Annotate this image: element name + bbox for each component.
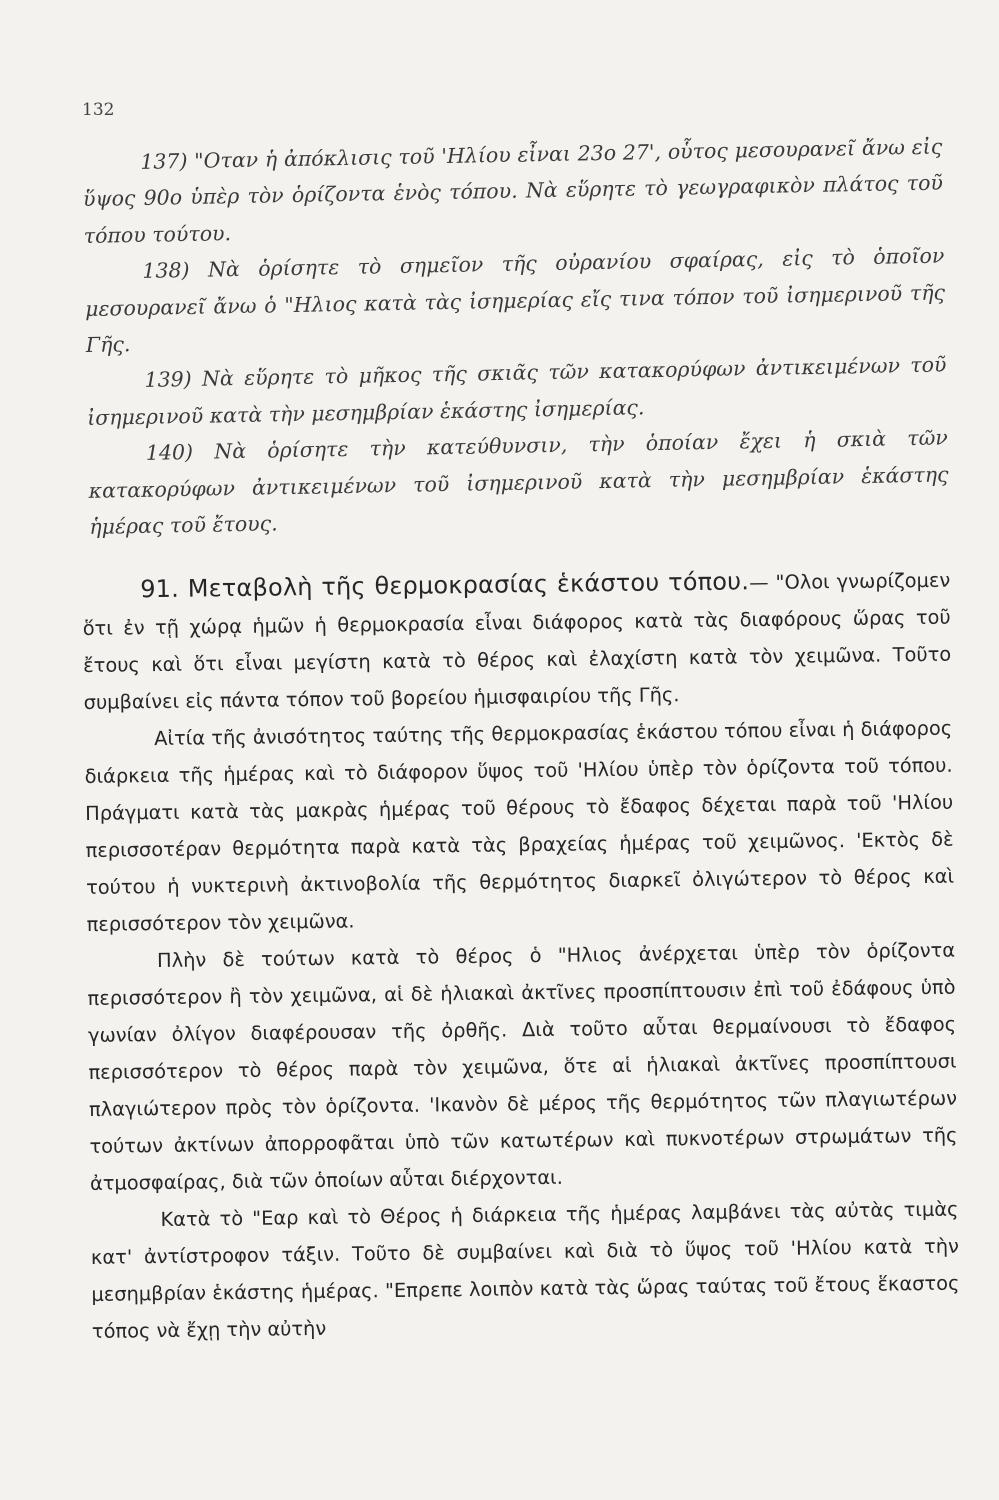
section-intro-text: — "Ολοι γνωρίζομεν ὅτι ἐν τῇ χώρᾳ ἡμῶν ἡ θερμοκρασία εἶναι διάφορος κατὰ τὰς διαφόρους ὥρας τοῦ ἔτους καὶ ὅτι εἶναι μεγίστη κατὰ τὸ θέρος καὶ ἐλαχίστη κατὰ τὸν χειμῶνα. Τοῦτο συμβαίνει εἰς πάντα τόπον τοῦ βορείου ἡμισφαιρίου τῆς Γῆς.	[82, 568, 952, 714]
section-title: 91. Μεταβολὴ τῆς θερμοκρασίας ἑκάστου τόπου.	[140, 567, 750, 604]
body-paragraph: Κατὰ τὸ "Εαρ καὶ τὸ Θέρος ἡ διάρκεια τῆς ἡμέρας λαμβάνει τὰς αὐτὰς τιμὰς κατ' ἀντίστροφον τάξιν. Τοῦτο δὲ συμβαίνει καὶ διὰ τὸ ὕψος τοῦ 'Ηλίου κατὰ τὴν μεσημβρίαν ἑκάστης ἡμέρας. "Επρεπε λοιπὸν κατὰ τὰς ὥρας ταύτας τοῦ ἔτους ἕκαστος τόπος νὰ ἔχῃ τὴν αὐτὴν	[90, 1197, 960, 1343]
section-91	[82, 561, 960, 1350]
exercise-140: 140) Νὰ ὁρίσητε τὴν κατεύθυνσιν, τὴν ὁποίαν ἔχει ἡ σκιὰ τῶν κατακορύφων ἀντικειμένων τοῦ ἰσημερινοῦ κατὰ τὴν μεσημβρίαν ἑκάστης ἡμέρας τοῦ ἔτους.	[88, 425, 949, 539]
section-intro-paragraph	[82, 561, 952, 721]
exercise-list	[82, 128, 950, 545]
page-number: 132	[82, 100, 115, 120]
body-paragraph: Πλὴν δὲ τούτων κατὰ τὸ θέρος ὁ "Ηλιος ἀνέρχεται ὑπὲρ τὸν ὁρίζοντα περισσότερον ἢ τὸν χειμῶνα, αἱ δὲ ἡλιακαὶ ἀκτῖνες προσπίπτουσιν ἐπὶ τοῦ ἐδάφους ὑπὸ γωνίαν ὀλίγον διαφέρουσαν τῆς ὀρθῆς. Διὰ τοῦτο αὗται θερμαίνουσι τὸ ἔδαφος περισσότερον τὸ θέρος παρὰ τὸν χειμῶνα, ὅτε αἱ ἡλιακαὶ ἀκτῖνες προσπίπτουσι πλαγιώτερον πρὸς τὸν ὁρίζοντα. 'Ικανὸν δὲ μέρος τῆς θερμότητος τῶν πλαγιωτέρων τούτων ἀκτίνων ἀπορροφᾶται ὑπὸ τῶν κατωτέρων καὶ πυκνοτέρων στρωμάτων τῆς ἀτμοσφαίρας, διὰ τῶν ὁποίων αὗται διέρχονται.	[87, 938, 958, 1195]
exercise-138: 138) Νὰ ὁρίσητε τὸ σημεῖον τῆς οὐρανίου σφαίρας, εἰς τὸ ὁποῖον μεσουρανεῖ ἄνω ὁ "Ηλιος κατὰ τὰς ἰσημερίας εἴς τινα τόπον τοῦ ἰσημερινοῦ τῆς Γῆς.	[84, 243, 946, 357]
exercise-139: 139) Νὰ εὕρητε τὸ μῆκος τῆς σκιᾶς τῶν κατακορύφων ἀντικειμένων τοῦ ἰσημερινοῦ κατὰ τὴν μεσημβρίαν ἑκάστης ἰσημερίας.	[87, 352, 947, 430]
body-paragraph: Αἰτία τῆς ἀνισότητος ταύτης τῆς θερμοκρασίας ἑκάστου τόπου εἶναι ἡ διάφορος διάρκεια τῆς ἡμέρας καὶ τὸ διάφορον ὕψος τοῦ 'Ηλίου ὑπὲρ τὸν ὁρίζοντα τοῦ τόπου. Πράγματι κατὰ τὰς μακρὰς ἡμέρας τοῦ θέρους τὸ ἔδαφος δέχεται παρὰ τοῦ 'Ηλίου περισσοτέραν θερμότητα παρὰ κατὰ τὰς βραχείας ἡμέρας τοῦ χειμῶνος. 'Εκτὸς δὲ τούτου ἡ νυκτερινὴ ἀκτινοβολία τῆς θερμότητος διαρκεῖ ὀλιγώτερον τὸ θέρος καὶ περισσότερον τὸν χειμῶνα.	[84, 716, 955, 936]
exercise-137: 137) "Οταν ἡ ἀπόκλισις τοῦ 'Ηλίου εἶναι 23ο 27', οὗτος μεσουρανεῖ ἄνω εἰς ὕψος 90ο ὑπὲρ τὸν ὁρίζοντα ἑνὸς τόπου. Νὰ εὕρητε τὸ γεωγραφικὸν πλάτος τοῦ τόπου τούτου.	[82, 134, 944, 248]
